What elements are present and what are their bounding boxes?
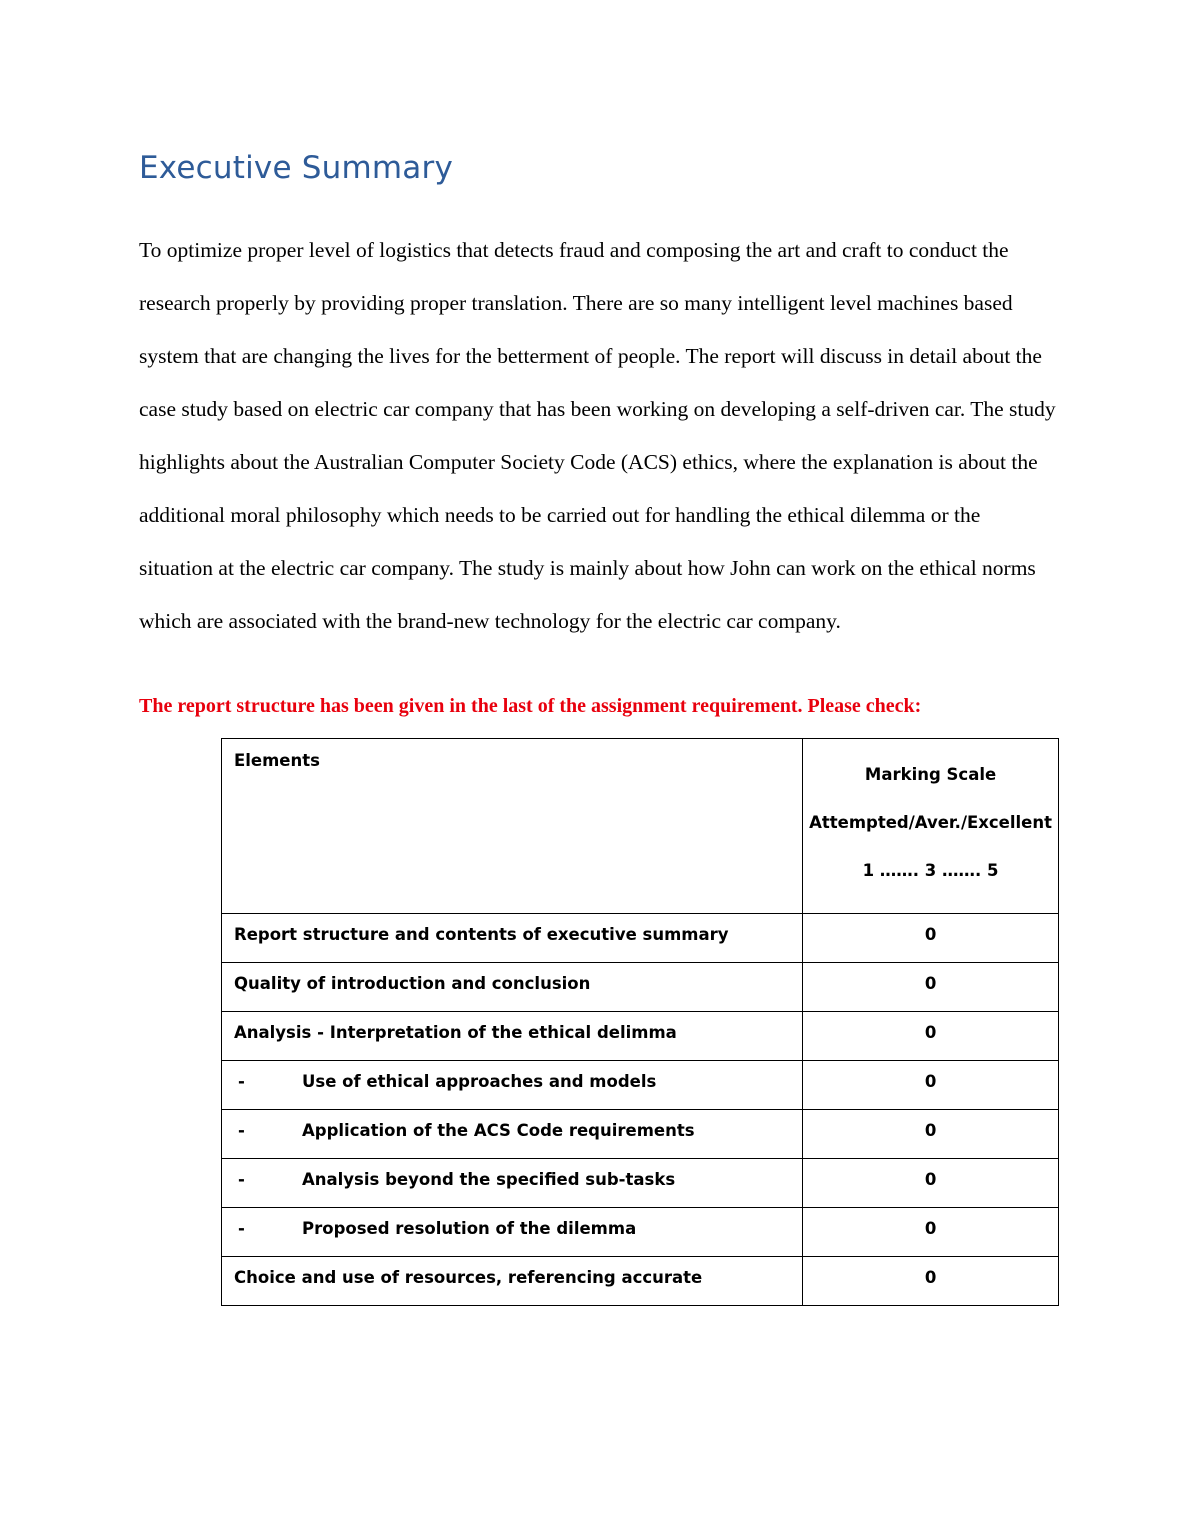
header-scale-line1: Marking Scale: [864, 765, 997, 784]
row-score: 0: [803, 1159, 1059, 1208]
row-score: 0: [803, 914, 1059, 963]
table-row: [222, 1257, 1059, 1306]
row-score: 0: [803, 1110, 1059, 1159]
row-element-label: [222, 1061, 803, 1110]
row-score: 0: [803, 1061, 1059, 1110]
table-row: [222, 1012, 1059, 1061]
row-element-label: [222, 1208, 803, 1257]
bullet-dash: -: [238, 1170, 245, 1189]
row-element-label: [222, 1110, 803, 1159]
row-element-label: Choice and use of resources, referencing accurate: [222, 1257, 803, 1306]
bullet-dash: -: [238, 1219, 245, 1238]
table-row: [222, 914, 1059, 963]
bullet-dash: -: [238, 1072, 245, 1091]
executive-summary-paragraph: To optimize proper level of logistics that detects fraud and composing the art and craft to conduct the research properly by providing proper translation. There are so many intelligent level machines based system that are changing the lives for the betterment of people. The report will discuss in detail about the case study based on electric car company that has been working on developing a self-driven car. The study highlights about the Australian Computer Society Code (ACS) ethics, where the explanation is about the additional moral philosophy which needs to be carried out for handling the ethical dilemma or the situation at the electric car company. The study is mainly about how John can work on the ethical norms which are associated with the brand-new technology for the electric car company.: [139, 238, 1056, 633]
header-scale-line3: 1 ……. 3 ……. 5: [862, 861, 999, 880]
row-element-label: [222, 1159, 803, 1208]
table-row: [222, 1061, 1059, 1110]
row-element-label: Quality of introduction and conclusion: [222, 963, 803, 1012]
header-elements: Elements: [222, 739, 803, 914]
row-element-text: Proposed resolution of the dilemma: [302, 1219, 637, 1238]
row-element-text: Application of the ACS Code requirements: [302, 1121, 695, 1140]
row-score: 0: [803, 1012, 1059, 1061]
marking-scale-table: [221, 738, 1059, 1306]
header-marking-scale: [803, 739, 1059, 914]
document-content: [139, 150, 1059, 1306]
table-row: [222, 1159, 1059, 1208]
header-scale-line2: Attempted/Aver./Excellent: [809, 813, 1052, 832]
bullet-dash: -: [238, 1121, 245, 1140]
row-score: 0: [803, 1257, 1059, 1306]
row-element-label: Analysis - Interpretation of the ethical delimma: [222, 1012, 803, 1061]
page-title: Executive Summary: [139, 150, 453, 186]
row-score: 0: [803, 963, 1059, 1012]
row-element-text: Use of ethical approaches and models: [302, 1072, 657, 1091]
table-row: [222, 1110, 1059, 1159]
row-element-text: Analysis beyond the specified sub-tasks: [302, 1170, 676, 1189]
row-element-label: Report structure and contents of executive summary: [222, 914, 803, 963]
row-score: 0: [803, 1208, 1059, 1257]
marking-table-body: [222, 739, 1059, 1306]
table-row: [222, 963, 1059, 1012]
table-row: [222, 1208, 1059, 1257]
report-structure-note: The report structure has been given in the last of the assignment requirement. Please check:: [139, 695, 922, 717]
table-header-row: [222, 739, 1059, 914]
